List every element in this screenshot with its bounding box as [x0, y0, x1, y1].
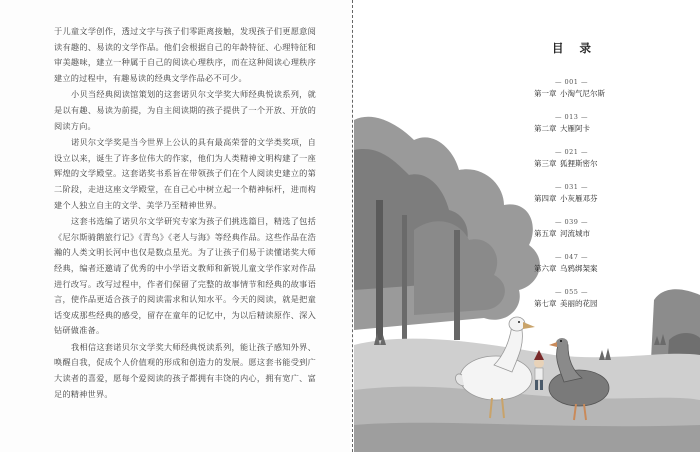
toc-page-number: — 031 — — [554, 183, 589, 191]
contents-page — [354, 0, 700, 452]
toc-title: 目 录 — [552, 41, 598, 55]
toc-entry[interactable] — [534, 183, 654, 213]
page-fold-line — [352, 0, 353, 452]
toc-entry[interactable] — [534, 148, 654, 178]
preface-paragraph: 我相信这套诺贝尔文学奖大师经典悦读系列，能让孩子感知外界、唤醒自我，促成个人价值观的形成和创造力的发展。愿这套书能受到广大读者的喜爱，愿每个爱阅读的孩子都拥有丰饶的内心，拥有宽广、富足的精神世界。 — [54, 341, 316, 399]
preface-paragraph: 这套书选编了诺贝尔文学研究专家为孩子们挑选篇目，精选了包括《尼尔斯骑鹅旅行记》《青鸟》《老人与海》等经典作品。这些作品在浩瀚的人类文明长河中也仅是数点星光。为了让孩子们易于读懂诺奖大师经典，编者还邀请了优秀的中小学语文教师和新锐儿童文学作家对作品进行改写。改写过程中，作者们保留了完整的故事情节和经典的故事语言，使作品更适合孩子的阅读需求和认知水平。今天的阅读，就是把童话变成那些经典的感受，留存在童年的记忆中，为以后精读原作、深入钻研做准备。 — [54, 216, 316, 336]
preface-paragraph: 小贝当经典阅读馆策划的这套诺贝尔文学奖大师经典悦读系列，就是以有趣、易读为前提，为自主阅读期的孩子提供了一个开放、开放的阅读方向。 — [54, 89, 316, 131]
preface-paragraph: 于儿童文学创作，透过文字与孩子们零距离接触，发现孩子们更愿意阅读有趣的、易读的文学作品。他们会根据自己的年龄特征、心理特征和审美趣味，建立一种属于自己的阅读心理秩序，而在这种阅读心理秩序建立的过程中，有趣易读的经典文学作品必不可少。 — [54, 26, 316, 83]
toc-entry[interactable] — [534, 218, 654, 248]
toc-entry[interactable] — [534, 113, 654, 143]
toc-page-number: — 001 — — [554, 78, 589, 86]
toc-chapter-number: 第六章 — [534, 264, 557, 273]
preface-text — [54, 24, 316, 403]
toc-chapter-number: 第二章 — [534, 124, 557, 133]
toc-chapter-number: 第七章 — [534, 299, 557, 308]
preface-paragraph: 诺贝尔文学奖是当今世界上公认的具有最高荣誉的文学类奖项，自设立以来，诞生了许多位伟大的作家，他们为人类精神文明构建了一座辉煌的文学殿堂。这套诺奖书系旨在带领孩子们在个人阅读史建立的第二阶段，走进这座文学殿堂，在自己心中树立起一个精神标杆，进而构建个人独立自主的文学、美学乃至精神世界。 — [54, 137, 316, 210]
toc-chapter-number: 第一章 — [534, 89, 557, 98]
toc-chapter-title: 小灰雁邓芬 — [560, 194, 598, 203]
toc-entry[interactable] — [534, 288, 654, 318]
toc-page-number: — 047 — — [554, 253, 589, 261]
toc-chapter-title: 美丽的花园 — [560, 299, 598, 308]
toc-chapter-number: 第五章 — [534, 229, 557, 238]
toc-chapter-title: 小淘气尼尔斯 — [560, 89, 605, 98]
toc-chapter-title: 狐狸斯密尔 — [560, 159, 598, 168]
toc-page-number: — 021 — — [554, 148, 589, 156]
toc-page-number: — 055 — — [554, 288, 589, 296]
toc-page-number: — 013 — — [554, 113, 589, 121]
toc-entry[interactable] — [534, 78, 654, 108]
toc-chapter-title: 乌鸦绑架案 — [560, 264, 598, 273]
toc-chapter-number: 第四章 — [534, 194, 557, 203]
toc-chapter-title: 河流城市 — [560, 229, 590, 238]
toc-chapter-number: 第三章 — [534, 159, 557, 168]
toc-page-number: — 039 — — [554, 218, 589, 226]
toc-entry[interactable] — [534, 253, 654, 283]
toc-chapter-title: 大雁阿卡 — [560, 124, 590, 133]
